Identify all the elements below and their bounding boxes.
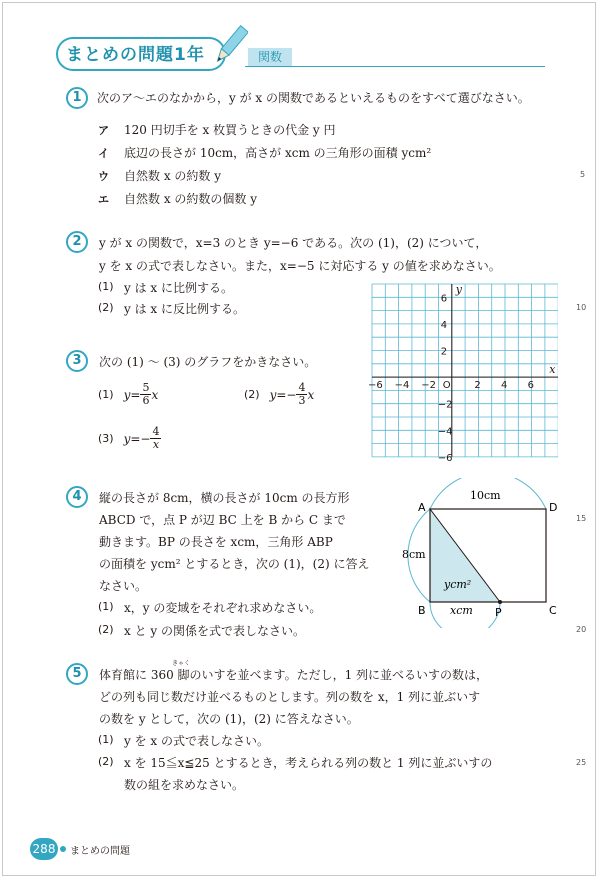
part-label: (1) bbox=[98, 388, 114, 401]
question-number: 1 bbox=[66, 87, 88, 109]
x-tick-label: 6 bbox=[527, 380, 534, 392]
q3-text: 次の (1) ～ (3) のグラフをかきなさい。 bbox=[99, 355, 317, 369]
part-label: (2) bbox=[98, 623, 114, 636]
question-number: 5 bbox=[66, 663, 88, 685]
formula-lhs: y=− bbox=[269, 387, 297, 402]
question-number: 4 bbox=[66, 486, 88, 508]
line-number: 5 bbox=[580, 170, 586, 179]
part-label: (2) bbox=[244, 388, 260, 401]
y-tick-label: 6 bbox=[440, 293, 448, 305]
part-label: (1) bbox=[98, 733, 114, 746]
q2-line: y が x の関数で，x=3 のとき y=−6 である。次の (1)，(2) について， bbox=[99, 236, 488, 250]
x-tick-label: O bbox=[442, 380, 451, 392]
q2-part-text: y は x に比例する。 bbox=[124, 281, 233, 295]
q1-item-text: 底辺の長さが 10cm，高さが xcm の三角形の面積 ycm² bbox=[124, 146, 432, 160]
q4-line: なさい。 bbox=[99, 579, 148, 593]
q2-part-text: y は x に反比例する。 bbox=[124, 302, 245, 316]
point-p-label: P bbox=[495, 606, 502, 619]
q4-line: 動きます。BP の長さを xcm，三角形 ABP bbox=[99, 535, 333, 549]
vertex-a: A bbox=[418, 501, 426, 514]
q3-part-2 bbox=[244, 382, 314, 407]
denominator: x bbox=[152, 438, 160, 451]
fraction bbox=[140, 382, 151, 407]
q1-item-label: エ bbox=[98, 193, 109, 206]
left-length: 8cm bbox=[402, 548, 426, 561]
footer-text: まとめの問題 bbox=[70, 846, 130, 857]
y-tick-label: −4 bbox=[437, 426, 453, 438]
x-tick-label: −2 bbox=[421, 380, 436, 392]
vertex-c: C bbox=[549, 604, 557, 617]
y-tick-label: 4 bbox=[440, 319, 448, 331]
q3-part-1 bbox=[98, 382, 158, 407]
q1-item-text: 自然数 x の約数の個数 y bbox=[124, 192, 257, 206]
q2-line: y を x の式で表しなさい。また，x=−5 に対応する y の値を求めなさい。 bbox=[99, 259, 501, 273]
y-axis-label: y bbox=[455, 283, 463, 296]
x-tick-label: 4 bbox=[501, 380, 508, 392]
numerator: 4 bbox=[152, 425, 160, 438]
footer-dot bbox=[60, 846, 66, 852]
question-number: 3 bbox=[66, 350, 88, 372]
page-number: 288 bbox=[30, 838, 58, 860]
variable: x bbox=[151, 387, 159, 402]
x-tick-label: −4 bbox=[394, 380, 410, 392]
formula-lhs: y=− bbox=[123, 431, 151, 446]
denominator: 6 bbox=[142, 394, 150, 407]
part-label: (2) bbox=[98, 755, 114, 768]
vertex-b: B bbox=[418, 604, 426, 617]
line-number: 15 bbox=[576, 514, 587, 523]
q5-line: どの列も同じ数だけ並べるものとします。列の数を x，1 列に並ぶいす bbox=[99, 690, 481, 704]
q4-line: 縦の長さが 8cm，横の長さが 10cm の長方形 bbox=[99, 491, 350, 505]
q1-item-text: 120 円切手を x 枚買うときの代金 y 円 bbox=[124, 123, 336, 137]
numerator: 5 bbox=[142, 381, 150, 394]
x-tick-label: −6 bbox=[368, 380, 383, 392]
numerator: 4 bbox=[298, 381, 306, 394]
fraction bbox=[150, 426, 161, 451]
q5-line: 体育館に 360 脚のいすを並べます。ただし，1 列に並べるいすの数は， bbox=[99, 668, 489, 682]
q1-item-text: 自然数 x の約数 y bbox=[124, 169, 221, 183]
rectangle-figure bbox=[390, 478, 570, 628]
q5-line: の数を y として，次の (1)，(2) に答えなさい。 bbox=[99, 712, 359, 726]
title-underline bbox=[245, 66, 545, 67]
x-tick-label: 2 bbox=[474, 380, 481, 392]
area-label: ycm² bbox=[444, 578, 472, 591]
q5-part-text: x を 15≦x≦25 とするとき，考えられる列の数と 1 列に並ぶいすの bbox=[124, 756, 493, 770]
page-title: まとめの問題1年 bbox=[66, 45, 205, 65]
q4-line: ABCD で，点 P が辺 BC 上を B から C まで bbox=[99, 513, 346, 527]
topic-tag: 関数 bbox=[248, 48, 292, 66]
line-number: 10 bbox=[576, 303, 587, 312]
top-length: 10cm bbox=[470, 489, 501, 502]
part-label: (3) bbox=[98, 432, 114, 445]
line-number: 25 bbox=[576, 758, 587, 767]
y-tick-label: 2 bbox=[440, 346, 448, 358]
bp-length: xcm bbox=[450, 604, 473, 617]
y-tick-label: −2 bbox=[437, 399, 453, 411]
formula-lhs: y= bbox=[123, 387, 141, 402]
denominator: 3 bbox=[298, 394, 306, 407]
y-tick-label: −6 bbox=[437, 452, 453, 464]
part-label: (1) bbox=[98, 600, 114, 613]
q4-part-text: x と y の関係を式で表しなさい。 bbox=[124, 624, 305, 638]
part-label: (2) bbox=[98, 301, 114, 314]
ruby-text: きゃく bbox=[172, 660, 191, 667]
fraction bbox=[296, 382, 307, 407]
vertex-d: D bbox=[549, 501, 558, 514]
variable: x bbox=[307, 387, 315, 402]
point-p bbox=[498, 600, 502, 604]
line-number: 20 bbox=[576, 625, 587, 634]
q5-part-text: 数の組を求めなさい。 bbox=[124, 778, 245, 792]
q1-item-label: ア bbox=[98, 124, 109, 137]
x-axis-label: x bbox=[549, 363, 556, 377]
q1-item-label: イ bbox=[98, 147, 109, 160]
q4-line: の面積を ycm² とするとき，次の (1)，(2) に答え bbox=[99, 557, 370, 571]
q1-item-label: ウ bbox=[98, 170, 109, 183]
q1-text: 次のア～エのなかから，y が x の関数であるといえるものをすべて選びなさい。 bbox=[97, 91, 530, 105]
part-label: (1) bbox=[98, 280, 114, 293]
q5-part-text: y を x の式で表しなさい。 bbox=[124, 734, 269, 748]
q4-part-text: x，y の変域をそれぞれ求めなさい。 bbox=[124, 601, 322, 615]
q3-part-3 bbox=[98, 426, 161, 451]
question-number: 2 bbox=[66, 231, 88, 253]
pencil-icon bbox=[214, 22, 248, 68]
coordinate-grid bbox=[368, 280, 558, 468]
